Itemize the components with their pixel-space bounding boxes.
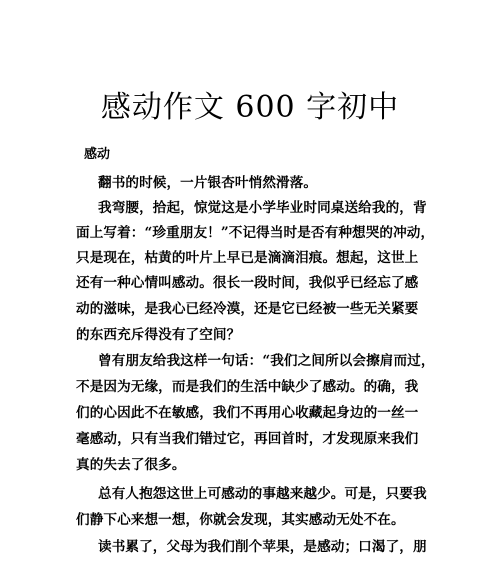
document-title: 感动作文 600 字初中 — [100, 90, 400, 125]
paragraph-line: 翻书的时候，一片银杏叶悄然滑落。 — [98, 175, 318, 191]
document-subtitle: 感动 — [84, 147, 111, 162]
paragraph-line: 曾有朋友给我这样一句话：“我们之间所以会擦肩而过， — [98, 353, 435, 369]
paragraph-line: 不是因为无缘，而是我们的生活中缺少了感动。的确，我 — [76, 379, 419, 395]
paragraph-line: 真的失去了很多。 — [76, 457, 186, 473]
paragraph-line: 总有人抱怨这世上可感动的事越来越少。可是，只要我 — [98, 486, 427, 502]
paragraph-line: 们静下心来想一想，你就会发现，其实感动无处不在。 — [76, 512, 405, 528]
paragraph-line: 我弯腰，拾起，惊觉这是小学毕业时同桌送给我的，背 — [98, 200, 427, 216]
paragraph-line: 只是现在，枯黄的叶片上早已是滴滴泪痕。想起，这世上 — [76, 250, 419, 266]
paragraph-line: 们的心因此不在敏感，我们不再用心收藏起身边的一丝一 — [76, 405, 419, 421]
paragraph-line: 面上写着：“珍重朋友！”不记得当时是否有种想哭的冲动， — [76, 225, 435, 241]
paragraph-line: 的东西充斥得没有了空间？ — [76, 327, 241, 343]
paragraph-line: 毫感动，只有当我们错过它，再回首时，才发现原来我们 — [76, 431, 419, 447]
paragraph-line: 动的滋味，是我心已经冷漠，还是它已经被一些无关紧要 — [76, 301, 419, 317]
paragraph-line: 读书累了，父母为我们削个苹果，是感动；口渴了，朋 — [98, 539, 427, 555]
paragraph-line: 还有一种心情叫感动。很长一段时间，我似乎已经忘了感 — [76, 275, 419, 291]
